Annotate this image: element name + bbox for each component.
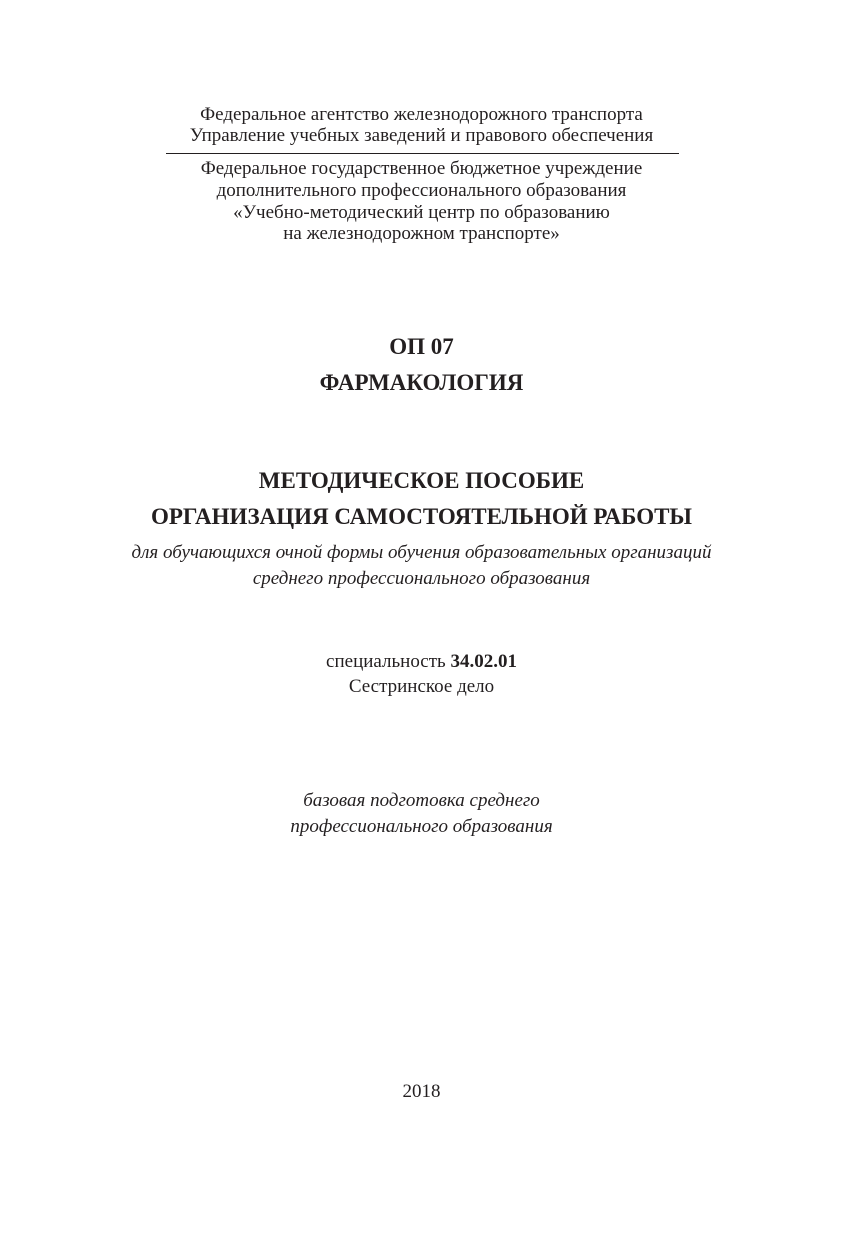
document-title-line-1: МЕТОДИЧЕСКОЕ ПОСОБИЕ — [258, 468, 585, 493]
training-level-line-2: профессионального образования — [290, 816, 553, 837]
agency-name: Федеральное агентство железнодорожного транспорта — [200, 104, 643, 125]
header-divider — [166, 153, 679, 154]
document-title-line-2: ОРГАНИЗАЦИЯ САМОСТОЯТЕЛЬНОЙ РАБОТЫ — [150, 504, 693, 529]
specialty-name: Сестринское дело — [348, 676, 495, 697]
institution-line-3: «Учебно-методический центр по образованию — [233, 202, 610, 223]
specialty-line — [0, 650, 843, 674]
institution-line-4: на железнодорожном транспорте» — [283, 223, 560, 244]
course-code: ОП 07 — [389, 334, 454, 359]
training-level-line-1: базовая подготовка среднего — [303, 790, 540, 811]
audience-line-1: для обучающихся очной формы обучения образовательных организаций — [131, 542, 712, 563]
institution-line-2: дополнительного профессионального образования — [216, 180, 627, 201]
specialty-code: 34.02.01 — [450, 651, 517, 672]
audience-line-2: среднего профессионального образования — [252, 568, 591, 589]
institution-line-1: Федеральное государственное бюджетное учреждение — [200, 158, 643, 179]
course-name: ФАРМАКОЛОГИЯ — [319, 370, 524, 395]
department-name: Управление учебных заведений и правового обеспечения — [189, 125, 654, 146]
specialty-prefix: специальность — [326, 651, 451, 672]
publication-year: 2018 — [402, 1081, 441, 1102]
